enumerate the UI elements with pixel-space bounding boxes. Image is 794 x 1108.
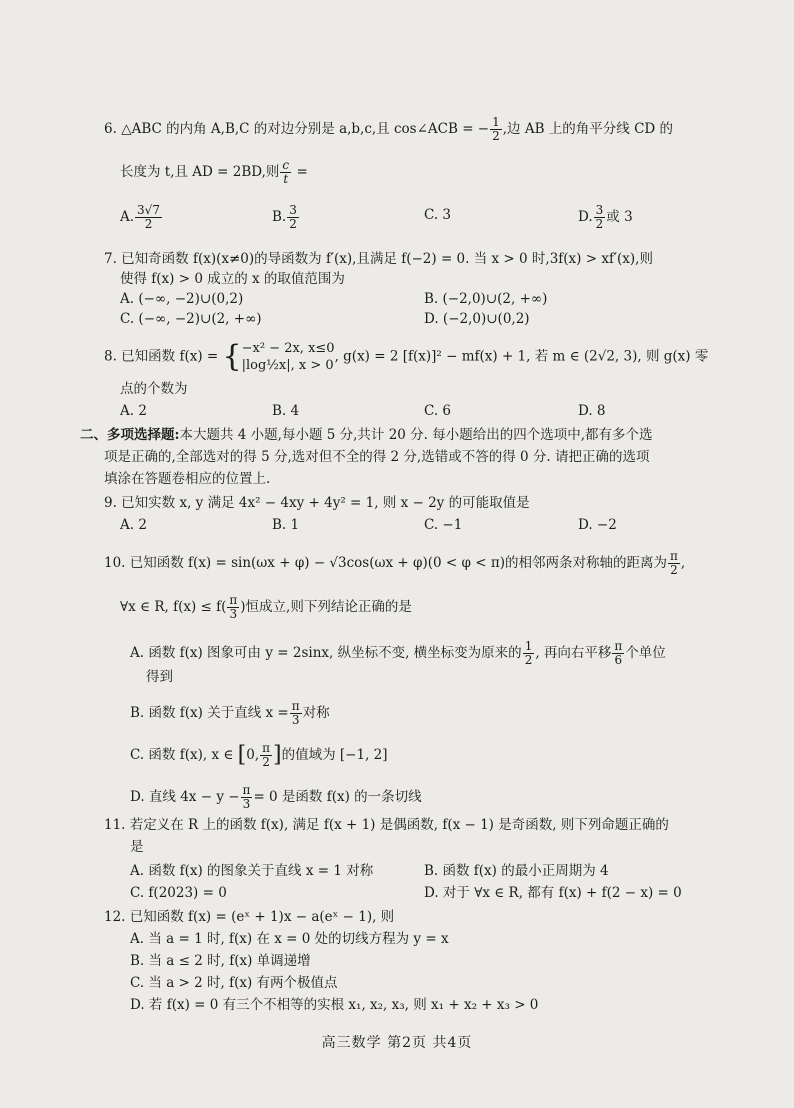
q10-option-a: A. 函数 f(x) 图象可由 y = 2sinx, 纵坐标不变, 横坐标变为原来的 $\frac{1}{2}$ , 再向右平移 $\frac{\pi}{6}$ 个单位 — [130, 639, 666, 667]
q11-option-d: D. 对于 ∀x ∈ R, 都有 f(x) + f(2 − x) = 0 — [424, 885, 682, 901]
q11-stem-line1: 11. 若定义在 R 上的函数 f(x), 满足 f(x + 1) 是偶函数, f(x − 1) 是奇函数, 则下列命题正确的 — [104, 817, 669, 833]
q9-option-a: A. 2 — [120, 517, 147, 533]
q6-option-d: D. $\frac{3}{2}$ 或 3 — [578, 203, 633, 231]
section2-instructions-line2: 项是正确的,全部选对的得 5 分,选对但不全的得 2 分,选错或不答的得 0 分. 请把正确的选项 — [104, 449, 650, 465]
q9-stem: 9. 已知实数 x, y 满足 4x² − 4xy + 4y² = 1, 则 x − 2y 的可能取值是 — [104, 495, 530, 511]
q12-option-b: B. 当 a ≤ 2 时, f(x) 单调递增 — [130, 953, 311, 969]
q6-stem-line2: 长度为 t,且 AD = 2BD,则 $\frac{c}{t}$ = — [120, 158, 308, 186]
q8-option-c: C. 6 — [424, 403, 452, 419]
q7-option-c: C. (−∞, −2)∪(2, +∞) — [120, 311, 262, 327]
q10-option-c: C. 函数 f(x), x ∈ [0, $\frac{\pi}{2}$ ]的值域为 [−1, 2] — [130, 741, 388, 769]
q12-stem: 12. 已知函数 f(x) = (eˣ + 1)x − a(eˣ − 1), 则 — [104, 909, 395, 925]
section2-instructions-line1: 二、多项选择题:本大题共 4 小题,每小题 5 分,共计 20 分. 每小题给出的四个选项中,都有多个选 — [80, 427, 653, 443]
section2-heading: 二、多项选择题: — [80, 427, 180, 443]
q8-option-b: B. 4 — [272, 403, 300, 419]
q9-option-c: C. −1 — [424, 517, 463, 533]
q8-piecewise: −x² − 2x, x≤0 |log½x|, x > 0 — [241, 341, 335, 373]
q7-option-b: B. (−2,0)∪(2, +∞) — [424, 291, 548, 307]
q6-option-a: A. $\frac{3√7}{2}$ — [120, 203, 160, 231]
q9-option-b: B. 1 — [272, 517, 300, 533]
q7-option-d: D. (−2,0)∪(0,2) — [424, 311, 530, 327]
q10-option-d: D. 直线 4x − y − $\frac{\pi}{3}$ = 0 是函数 f(x) 的一条切线 — [130, 783, 422, 811]
q7-stem-line2: 使得 f(x) > 0 成立的 x 的取值范围为 — [120, 271, 345, 287]
q12-option-a: A. 当 a = 1 时, f(x) 在 x = 0 处的切线方程为 y = x — [130, 931, 449, 947]
page-footer: 高三数学 第2页 共4页 — [321, 1035, 473, 1051]
q8-stem-line2: 点的个数为 — [120, 381, 188, 397]
q8-option-d: D. 8 — [578, 403, 606, 419]
q6-ratio-fraction: $\frac{c}{t}$ — [282, 158, 290, 186]
q10-stem-line2: ∀x ∈ R, f(x) ≤ f( $\frac{\pi}{3}$ )恒成立,则下列结论正确的是 — [120, 593, 412, 621]
q9-option-d: D. −2 — [578, 517, 617, 533]
q10-option-a-cont: 得到 — [146, 669, 173, 685]
q8-stem-line1: 8. 已知函数 f(x) = { −x² − 2x, x≤0 |log½x|, x > 0 , g(x) = 2 [f(x)]² − mf(x) + 1, 若 m ∈ (2√2, 3), 则 g(x) 零 — [104, 339, 709, 374]
q8-option-a: A. 2 — [120, 403, 147, 419]
q6-option-b: B. $\frac{3}{2}$ — [272, 203, 297, 231]
q6-stem-line1: 6. △ABC 的内角 A,B,C 的对边分别是 a,b,c,且 cos∠ACB = − $\frac{1}{2}$ ,边 AB 上的角平分线 CD 的 — [104, 115, 674, 143]
q12-option-d: D. 若 f(x) = 0 有三个不相等的实根 x₁, x₂, x₃, 则 x₁ + x₂ + x₃ > 0 — [130, 997, 539, 1013]
q10-option-b: B. 函数 f(x) 关于直线 x = $\frac{\pi}{3}$ 对称 — [130, 699, 330, 727]
q11-option-a: A. 函数 f(x) 的图象关于直线 x = 1 对称 — [130, 863, 374, 879]
q7-option-a: A. (−∞, −2)∪(0,2) — [120, 291, 244, 307]
q7-stem-line1: 7. 已知奇函数 f(x)(x≠0)的导函数为 f′(x),且满足 f(−2) = 0. 当 x > 0 时,3f(x) > xf′(x),则 — [104, 251, 653, 267]
q8-piecewise-brace: { — [222, 339, 242, 374]
q11-option-b: B. 函数 f(x) 的最小正周期为 4 — [424, 863, 609, 879]
q12-option-c: C. 当 a > 2 时, f(x) 有两个极值点 — [130, 975, 338, 991]
q10-stem-line1: 10. 已知函数 f(x) = sin(ωx + φ) − √3cos(ωx + φ)(0 < φ < π)的相邻两条对称轴的距离为 $\frac{\pi}{2}$ , — [104, 549, 686, 577]
q11-stem-line2: 是 — [130, 839, 144, 855]
q6-cos-fraction: $\frac{1}{2}$ — [492, 115, 500, 143]
q11-option-c: C. f(2023) = 0 — [130, 885, 227, 901]
q6-option-c: C. 3 — [424, 207, 452, 223]
section2-instructions-line3: 填涂在答题卷相应的位置上. — [104, 471, 271, 487]
